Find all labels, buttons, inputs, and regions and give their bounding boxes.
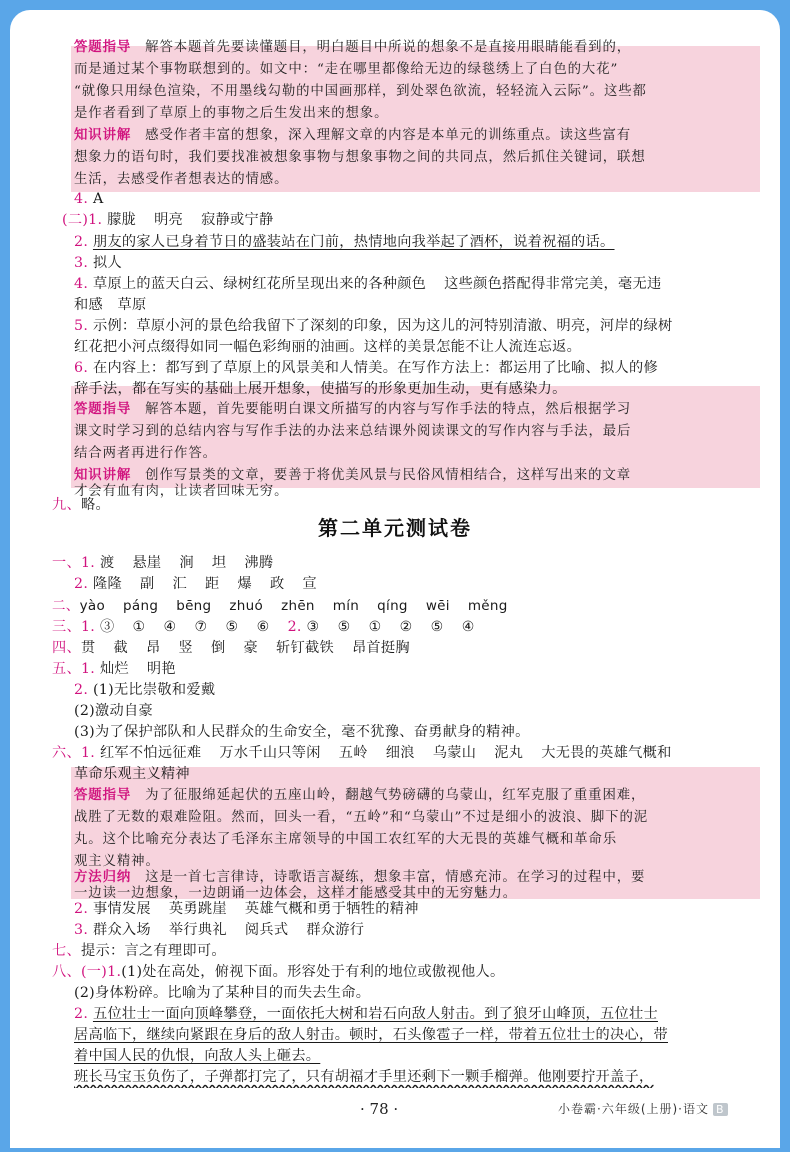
answer-line: 红花把小河点缀得如同一幅色彩绚丽的油画。这样的美景怎能不让人流连忘返。 [74,339,582,355]
tip-line: 一边读一边想象，一边朗诵一边体会，这样才能感受其中的无穷魅力。 [74,886,518,901]
pinyin-line: 二、yào páng bēng zhuó zhēn mín qíng wēi měng [52,598,508,614]
tip-line: 是作者看到了草原上的事物之后生发出来的想象。 [74,106,389,121]
answer-line: 和感 草原 [74,297,147,313]
answer-line: 七、提示：言之有理即可。 [52,943,226,959]
answer-line: 辞手法，都在写实的基础上展开想象，使描写的形象更加生动，更有感染力。 [74,381,567,397]
answer-line: (二)1. 朦胧 明亮 寂静或宁静 [62,212,274,228]
answer-line: (3)为了保护部队和人民群众的生命安全，毫不犹豫、奋勇献身的精神。 [74,724,530,740]
answer-line: 六、1. 红军不怕远征难 万水千山只等闲 五岭 细浪 乌蒙山 泥丸 大无畏的英雄气概和 [52,745,672,761]
tip-line: 答题指导 为了征服绵延起伏的五座山岭，翻越气势磅礴的乌蒙山，红军克服了重重困难， [74,788,646,803]
knowledge-tag: 知识讲解 [74,128,132,143]
answer-line: 八、(一)1.(1)处在高处，俯视下面。形容处于有利的地位或傲视他人。 [52,964,505,980]
tip-line: 想象力的语句时，我们要找准被想象事物与想象事物之间的共同点，然后抓住关键词，联想 [74,150,646,165]
answer-guide-tag: 答题指导 [74,40,132,55]
tip-line: 知识讲解 创作写景类的文章，要善于将优美风景与民俗风情相结合，这样写出来的文章 [74,468,632,483]
tip-line: 观主义精神。 [74,854,160,869]
answer-line: 居高临下，继续向紧跟在身后的敌人射击。顿时，石头像雹子一样，带着五位壮士的决心，带 [74,1027,668,1043]
answer-line: 3. 群众入场 举行典礼 阅兵式 群众游行 [74,922,365,938]
answer-line: (2)激动自豪 [74,703,153,719]
method-tag: 方法归纳 [74,870,132,885]
answer-guide-tag: 答题指导 [74,788,132,803]
answer-line: 五、1. 灿烂 明艳 [52,661,176,677]
answer-line: 着中国人民的仇恨，向敌人头上砸去。 [74,1048,321,1064]
tip-line: “就像只用绿色渲染，不用墨线勾勒的中国画那样，到处翠色欲流，轻轻流入云际”。这些都 [74,84,647,99]
answer-line: 班长马宝玉负伤了，子弹都打完了，只有胡福才手里还剩下一颗手榴弹。他刚要拧开盖子， [74,1069,654,1085]
tip-line: 答题指导 解答本题，首先要能明白课文所描写的内容与写作手法的特点，然后根据学习 [74,402,632,417]
answer-line: 三、1. ③ ① ④ ⑦ ⑤ ⑥ 2. ③ ⑤ ① ② ⑤ ④ [52,619,475,635]
tip-line: 知识讲解 感受作者丰富的想象，深入理解文章的内容是本单元的训练重点。读这些富有 [74,128,632,143]
section-title: 第二单元测试卷 [318,516,472,540]
tip-line: 结合两者再进行作答。 [74,446,217,461]
answer-line: 6. 在内容上：都写到了草原上的风景美和人情美。在写作方法上：都运用了比喻、拟人的修 [74,360,658,376]
tip-line: 方法归纳 这是一首七言律诗，诗歌语言凝练，想象丰富，情感充沛。在学习的过程中，要 [74,870,646,885]
answer-line: 4. 草原上的蓝天白云、绿树红花所呈现出来的各种颜色 这些颜色搭配得非常完美，毫无违 [74,276,662,292]
answer-line: 革命乐观主义精神 [74,766,190,782]
answer-line: 2. 事情发展 英勇跳崖 英雄气概和勇于牺牲的精神 [74,901,419,917]
answer-line: 一、1. 渡 悬崖 涧 坦 沸腾 [52,555,274,571]
answer-guide-tag: 答题指导 [74,402,132,417]
tip-line: 而是通过某个事物联想到的。如文中：“走在哪里都像给无边的绿毯绣上了白色的大花” [74,62,619,77]
tip-line: 丸。这个比喻充分表达了毛泽东主席领导的中国工农红军的大无畏的英雄气概和革命乐 [74,832,618,847]
tip-line: 答题指导 解答本题首先要读懂题目，明白题目中所说的想象不是直接用眼睛能看到的， [74,40,632,55]
knowledge-tag: 知识讲解 [74,468,132,483]
answer-line: (2)身体粉碎。比喻为了某种目的而失去生命。 [74,985,371,1001]
answer-line: 九、略。 [52,497,110,513]
tip-line: 战胜了无数的艰难险阻。然而，回头一看，“五岭”和“乌蒙山”不过是细小的波浪、脚下的泥 [74,810,649,825]
footer: 小卷霸·六年级(上册)·语文 B [558,1100,728,1117]
answer-line: 2. 朋友的家人已身着节日的盛装站在门前，热情地向我举起了酒杯，说着祝福的话。 [74,234,615,250]
answer-line: 5. 示例：草原小河的景色给我留下了深刻的印象，因为这儿的河特别清澈、明亮，河岸的绿树 [74,318,673,334]
answer-line: 2. 隆隆 副 汇 距 爆 政 宣 [74,576,317,592]
page [10,10,780,1148]
edition-badge: B [713,1103,728,1116]
tip-line: 才会有血有肉，让读者回味无穷。 [74,484,289,499]
answer-line: 4. A [74,191,104,207]
answer-line: 四、贯 截 昂 竖 倒 豪 斩钉截铁 昂首挺胸 [52,640,410,656]
page-number: · 78 · [360,1100,399,1118]
answer-line: 3. 拟人 [74,255,122,271]
answer-line: 2. 五位壮士一面向顶峰攀登，一面依托大树和岩石向敌人射击。到了狼牙山峰顶，五位壮士 [74,1006,658,1022]
answer-line: 2. (1)无比崇敬和爱戴 [74,682,216,698]
tip-line: 课文时学习到的总结内容与写作手法的办法来总结课外阅读课文的写作内容与手法，最后 [74,424,632,439]
tip-line: 生活，去感受作者想表达的情感。 [74,172,289,187]
